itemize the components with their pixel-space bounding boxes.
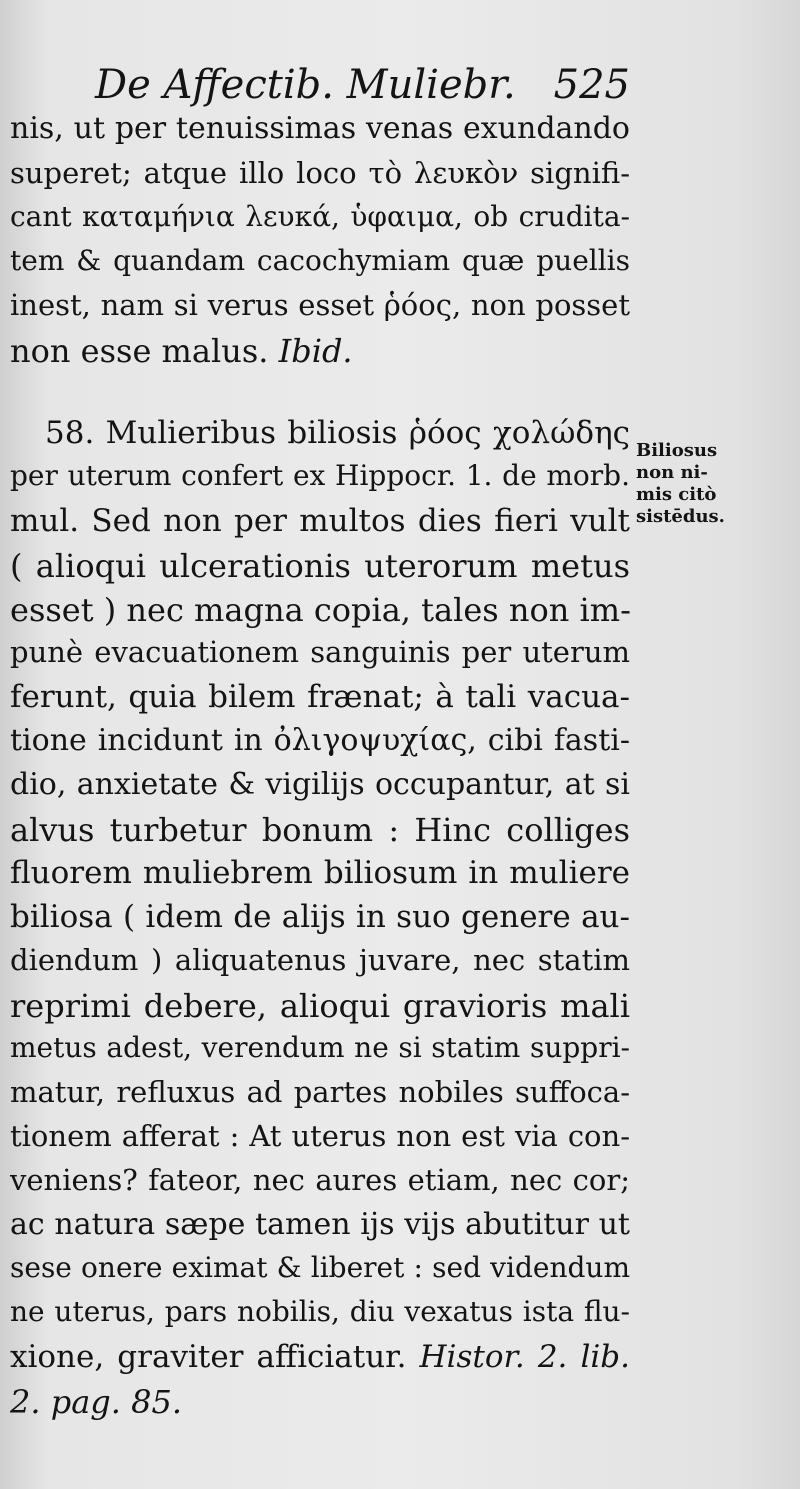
marginal-note	[636, 440, 796, 528]
text-line: fluorem muliebrem biliosum in muliere	[10, 855, 630, 891]
text-line: nis, ut per tenuissimas venas exundando	[10, 111, 630, 146]
text-line: ferunt, quia bilem frænat; à tali vacua-	[10, 679, 630, 715]
text-line: tione incidunt in ὀλιγοψυχίας, cibi fasti-	[10, 723, 630, 758]
text-line: superet; atque illo loco τὸ λευκὸν signifi-	[10, 156, 630, 190]
text-line: per uterum confert ex Hippocr. 1. de morb.	[10, 459, 630, 492]
text-line	[10, 1339, 631, 1375]
text-line: reprimi debere, alioqui gravioris mali	[10, 987, 630, 1025]
citation: Histor. 2. lib.	[419, 1339, 631, 1375]
text-line: biliosa ( idem de alijs in suo genere au-	[10, 899, 630, 935]
text-line: ne uterus, pars nobilis, diu vexatus ista flu-	[10, 1295, 630, 1328]
text-line: veniens? fateor, nec aures etiam, nec cor;	[10, 1163, 630, 1197]
text-line: alvus turbetur bonum : Hinc colliges	[10, 811, 630, 849]
marginal-note-line: Biliosus	[636, 440, 718, 461]
text-line: tionem afferat : At uterus non est via con-	[10, 1119, 630, 1153]
text-line: dio, anxietate & vigilijs occupantur, at si	[10, 767, 630, 802]
citation: Ibid.	[278, 332, 353, 370]
text-line: diendum ) aliquatenus juvare, nec statim	[10, 943, 630, 977]
marginal-note-line: sistēdus.	[636, 506, 725, 527]
page-number: 525	[553, 62, 630, 108]
text-line: sese onere eximat & liberet : sed videndum	[10, 1251, 630, 1284]
marginal-note-line: non ni-	[636, 462, 708, 483]
text-line: inest, nam si verus esset ῥόος, non posset	[10, 288, 630, 322]
text-line: ac natura sæpe tamen ijs vijs abutitur ut	[10, 1207, 630, 1242]
running-title: De Affectib. Muliebr.	[95, 62, 516, 108]
text-line: 58. Mulieribus biliosis ῥόος χολώδης	[45, 415, 630, 451]
citation-line: 2. pag. 85.	[10, 1383, 182, 1421]
text-fragment: non esse malus.	[10, 332, 269, 370]
text-line: punè evacuationem sanguinis per uterum	[10, 635, 630, 669]
text-line: metus adest, verendum ne si statim suppri-	[10, 1031, 630, 1064]
text-line: ( alioqui ulcerationis uterorum metus	[10, 547, 630, 585]
text-line: mul. Sed non per multos dies fieri vult	[10, 503, 630, 539]
text-line: tem & quandam cacochymiam quæ puellis	[10, 244, 630, 277]
text-line	[10, 332, 630, 370]
text-line: cant καταμήνια λευκά, ὑφαιμα, ob crudita-	[10, 200, 630, 233]
text-fragment: xione, graviter afficiatur.	[10, 1339, 407, 1375]
marginal-note-line: mis citò	[636, 484, 717, 505]
text-line: esset ) nec magna copia, tales non im-	[10, 591, 631, 629]
text-line: matur, refluxus ad partes nobiles suffoca-	[10, 1075, 630, 1109]
